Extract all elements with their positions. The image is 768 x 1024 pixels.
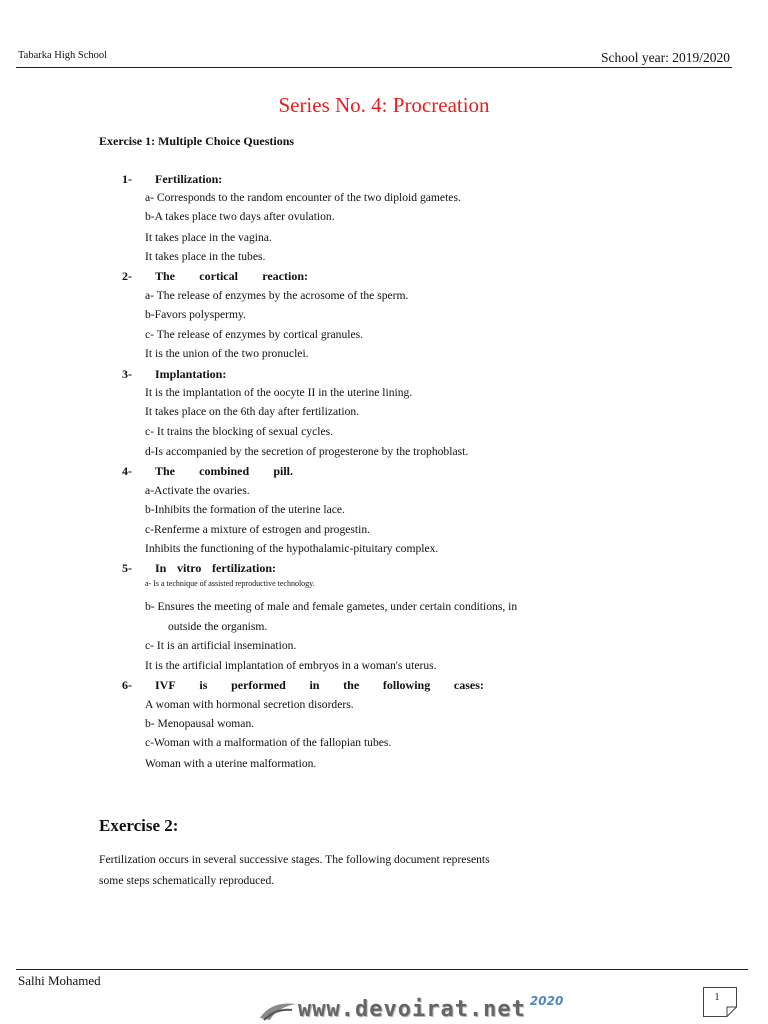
answer-option: A woman with hormonal secretion disorders. [145,698,354,711]
question-title: Fertilization: [155,172,223,186]
question-title [155,269,308,284]
exercise1-heading: Exercise 1: Multiple Choice Questions [99,134,295,148]
answer-option: c- It is an artificial insemination. [145,639,297,652]
answer-option: It takes place in the tubes. [145,250,266,263]
answer-option: d-Is accompanied by the secretion of progesterone by the trophoblast. [145,445,469,458]
question-title-word: following [382,678,431,692]
answer-option: b- Menopausal woman. [145,717,255,730]
question-title-word: The [155,464,176,478]
question-title [155,678,484,693]
header-divider [16,67,732,68]
question-title [155,561,276,576]
question-title-word: in [309,678,320,692]
answer-option: Inhibits the functioning of the hypothalamic-pituitary complex. [145,542,439,555]
question-title-word: IVF [155,678,176,692]
question-number: 2- [122,269,132,283]
answer-option: It is the artificial implantation of embryos in a woman's uterus. [145,659,437,672]
watermark-year: 2020 [529,994,564,1008]
question-title-word: cases: [453,678,484,692]
question-title-word: is [199,678,208,692]
swirl-logo-icon [258,996,298,1022]
school-year: School year: 2019/2020 [601,50,730,65]
answer-option-continuation: outside the organism. [168,620,268,633]
answer-option: It takes place on the 6th day after fertilization. [145,405,360,418]
answer-option: a- The release of enzymes by the acrosome of the sperm. [145,289,409,302]
footer-divider [16,969,748,970]
paragraph-line: some steps schematically reproduced. [99,874,275,887]
answer-option: Woman with a uterine malformation. [145,757,317,770]
question-title-word: In [155,561,167,575]
page-number: 1 [714,992,720,1003]
answer-option: c- The release of enzymes by cortical granules. [145,328,364,341]
answer-option: a- Is a technique of assisted reproductive technology. [145,579,315,588]
answer-option: b-A takes place two days after ovulation. [145,210,335,223]
answer-option: c-Woman with a malformation of the fallopian tubes. [145,736,392,749]
question-number: 6- [122,678,132,692]
answer-option: a- Corresponds to the random encounter of the two diploid gametes. [145,191,461,204]
question-number: 1- [122,172,132,186]
answer-option: c- It trains the blocking of sexual cycles. [145,425,334,438]
question-title [155,464,293,479]
question-title-word: The [155,269,176,283]
question-number: 5- [122,561,132,575]
answer-option: a-Activate the ovaries. [145,484,250,497]
question-title-word: combined [199,464,250,478]
question-title-word: cortical [199,269,238,283]
question-title-word: pill. [273,464,293,478]
question-title-word: reaction: [262,269,308,283]
paragraph-line: Fertilization occurs in several successive stages. The following document represents [99,853,490,866]
question-title: Implantation: [155,367,227,381]
answer-option: b-Favors polyspermy. [145,308,247,321]
exercise2-heading: Exercise 2: [99,816,179,835]
answer-option-line: b- Ensures the meeting of male and female gametes, under certain conditions, in [145,600,518,613]
page-title: Series No. 4: Procreation [278,93,490,117]
school-name: Tabarka High School [18,50,108,61]
answer-option [145,597,555,637]
answer-option: c-Renferme a mixture of estrogen and progestin. [145,523,371,536]
answer-option: It is the union of the two pronuclei. [145,347,309,360]
author-name: Salhi Mohamed [18,973,101,988]
question-number: 3- [122,367,132,381]
watermark-text: www.devoirat.net [298,997,526,1022]
question-title-word: performed [231,678,286,692]
site-watermark [258,994,563,1022]
question-title-word: fertilization: [212,561,276,575]
question-title-word: vitro [176,561,202,575]
answer-option: b-Inhibits the formation of the uterine lace. [145,503,345,516]
answer-option: It is the implantation of the oocyte II in the uterine lining. [145,386,413,399]
answer-option: It takes place in the vagina. [145,231,272,244]
question-title-word: the [343,678,360,692]
question-number: 4- [122,464,132,478]
